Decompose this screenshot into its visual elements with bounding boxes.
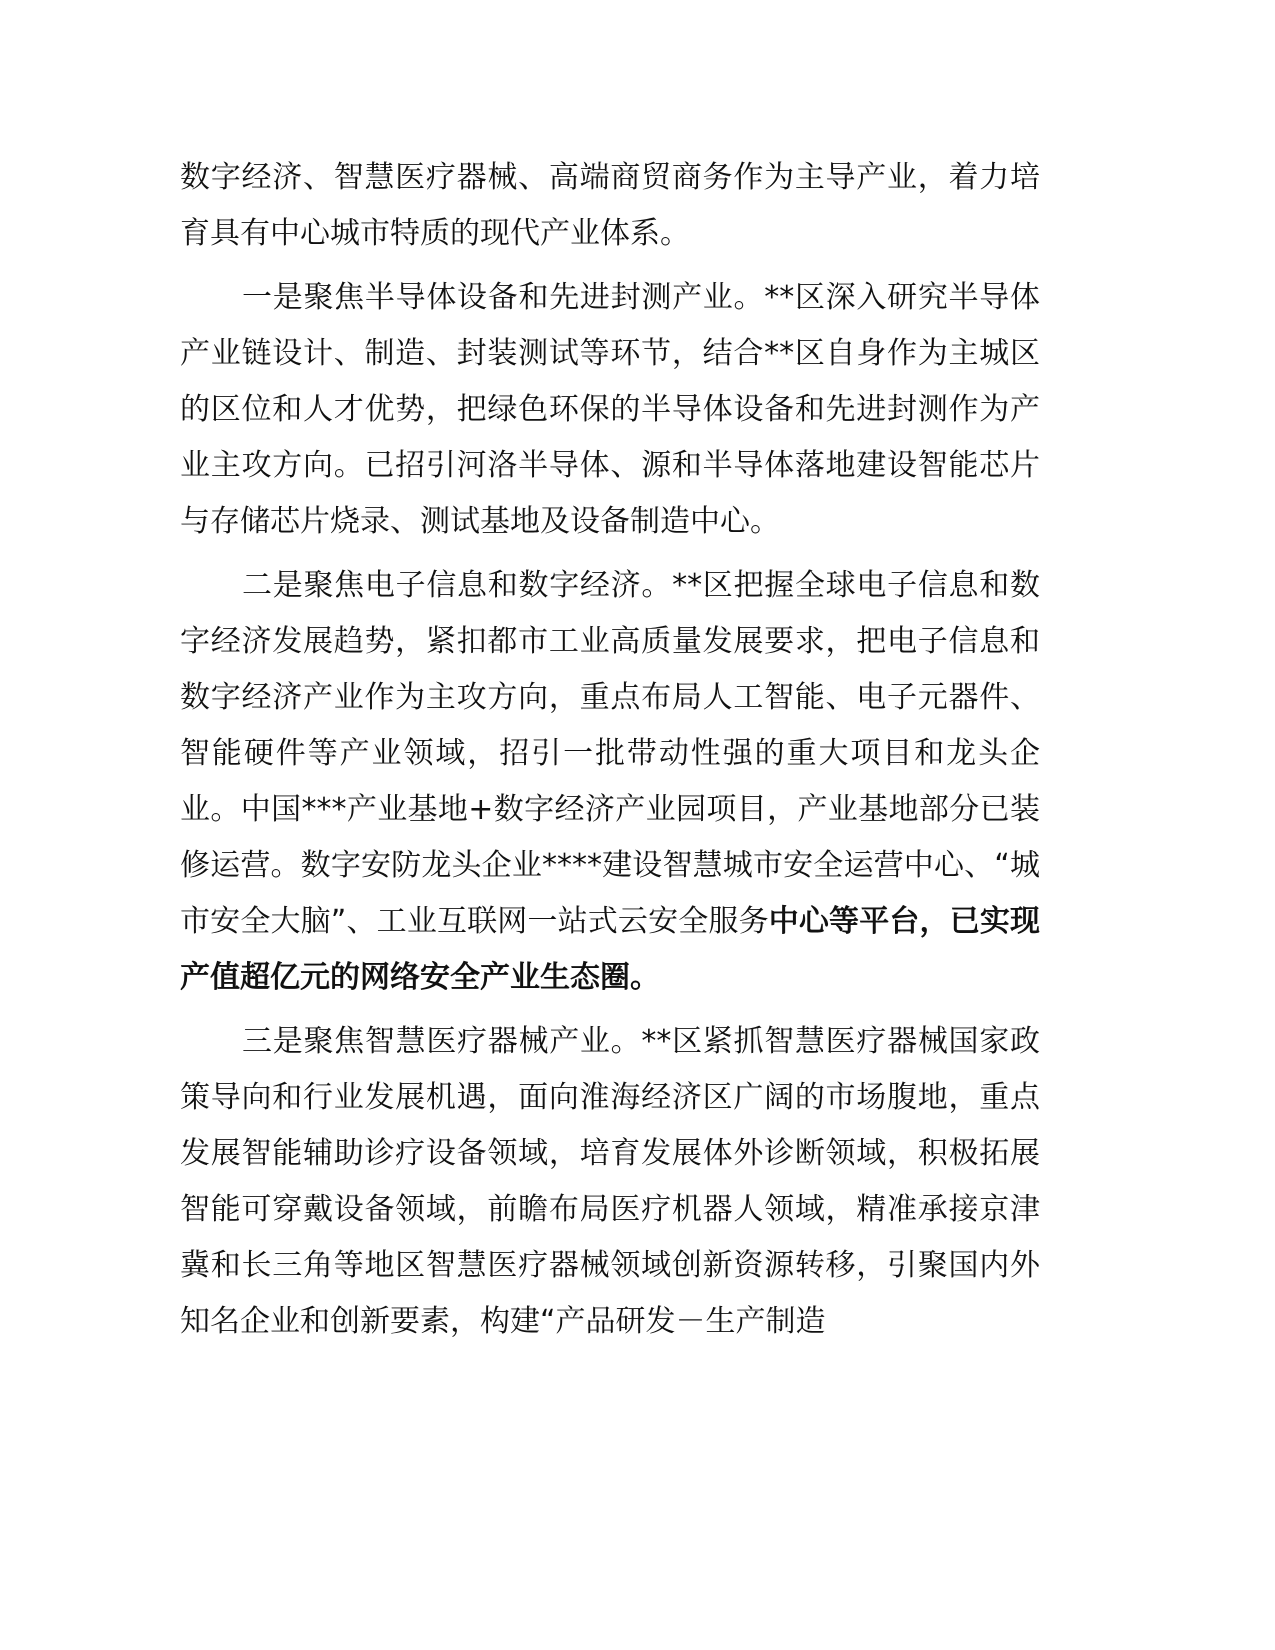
paragraph-electronic-information xyxy=(180,558,1040,1006)
paragraph-semiconductor xyxy=(180,270,1040,550)
document-body xyxy=(180,150,1040,1350)
paragraph-medical-devices xyxy=(180,1014,1040,1350)
paragraph-text: 数字经济、智慧医疗器械、高端商贸商务作为主导产业，着力培育具有中心城市特质的现代产业体系。 xyxy=(180,160,1040,251)
paragraph-text: 二是聚焦电子信息和数字经济。**区把握全球电子信息和数字经济发展趋势，紧扣都市工业高质量发展要求，把电子信息和数字经济产业作为主攻方向，重点布局人工智能、电子元器件、智能硬件等产业领域，招引一批带动性强的重大项目和龙头企业。中国***产业基地+数字经济产业园项目，产业基地部分已装修运营。数字安防龙头企业****建设智慧城市安全运营中心、“城市安全大脑”、工业互联网一站式云安全服务 xyxy=(180,568,1040,939)
paragraph-text: 三是聚焦智慧医疗器械产业。**区紧抓智慧医疗器械国家政策导向和行业发展机遇，面向淮海经济区广阔的市场腹地，重点发展智能辅助诊疗设备领域，培育发展体外诊断领域，积极拓展智能可穿戴设备领域，前瞻布局医疗机器人领域，精准承接京津冀和长三角等地区智慧医疗器械领域创新资源转移，引聚国内外知名企业和创新要素，构建“产品研发－生产制造 xyxy=(180,1024,1040,1339)
paragraph-text-tail: 中心等平台，已实现产值超亿元的网络安全产业生态圈。 xyxy=(180,904,1041,995)
paragraph-text: 一是聚焦半导体设备和先进封测产业。**区深入研究半导体产业链设计、制造、封装测试等环节，结合**区自身作为主城区的区位和人才优势，把绿色环保的半导体设备和先进封测作为产业主攻方向。已招引河洛半导体、源和半导体落地建设智能芯片与存储芯片烧录、测试基地及设备制造中心。 xyxy=(180,280,1040,539)
paragraph-intro-continuation xyxy=(180,150,1040,262)
